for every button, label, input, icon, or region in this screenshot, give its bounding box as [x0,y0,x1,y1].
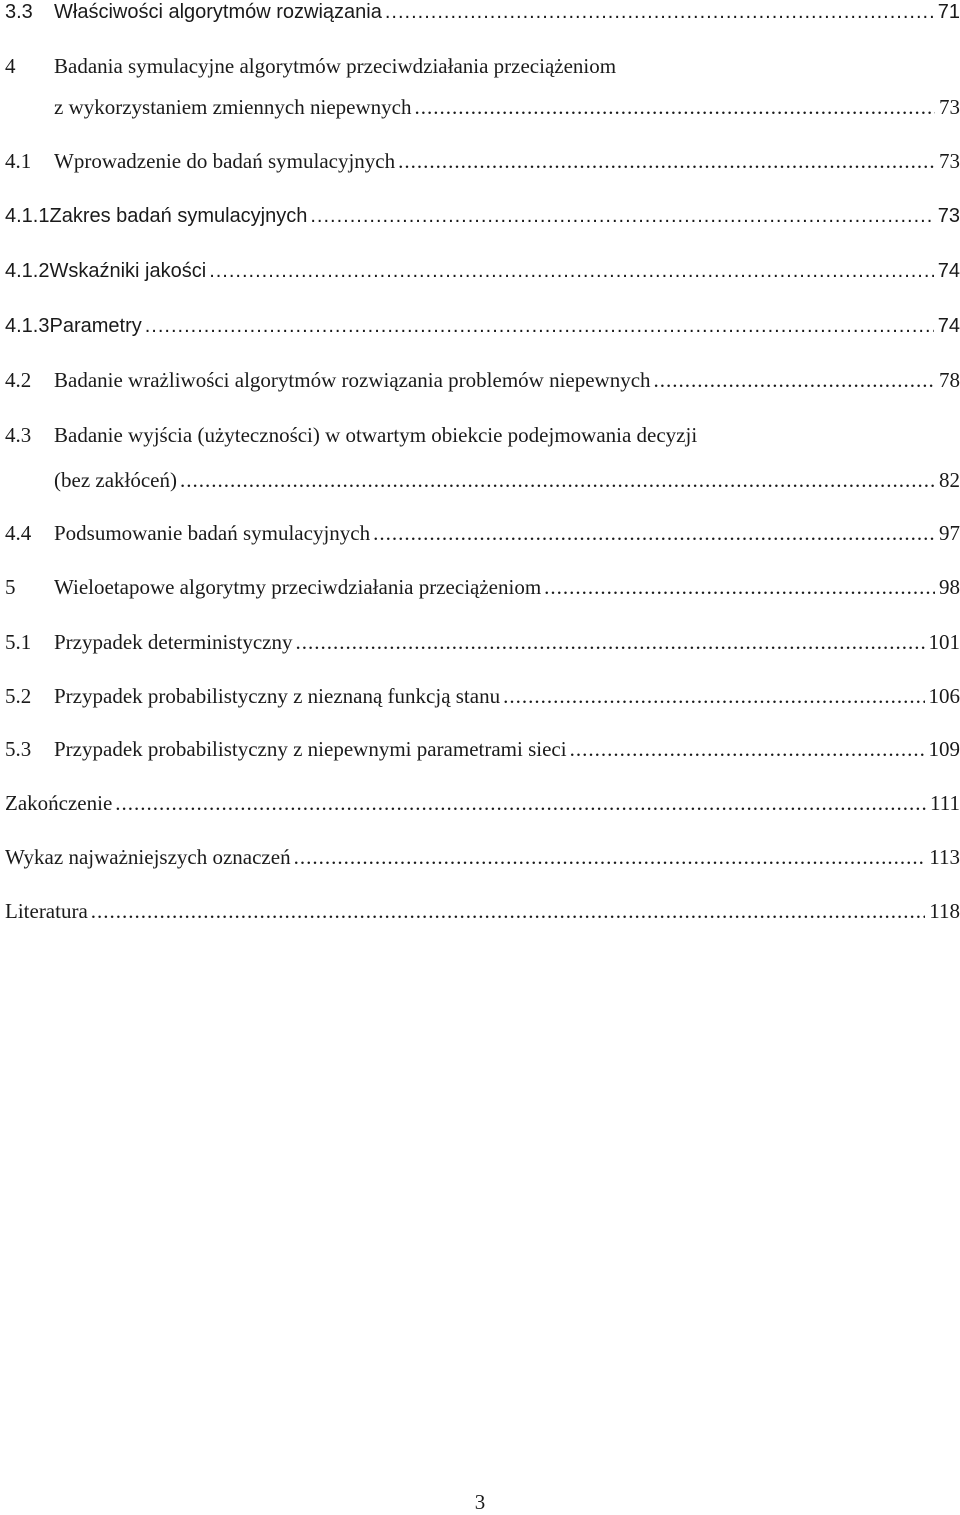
toc-entry-page: 101 [928,630,960,654]
toc-dot-leader [91,896,925,926]
toc-dot-leader [414,92,935,122]
toc-entry-4-1[interactable] [5,146,960,176]
toc-entry-5-1[interactable] [5,627,960,657]
toc-entry-number: 4.1 [5,149,32,173]
toc-entry-3-3[interactable] [5,0,960,27]
toc-dot-leader [180,465,935,495]
toc-dot-leader [544,572,935,602]
toc-entry-4-2[interactable] [5,365,960,395]
toc-dot-leader [145,311,934,341]
toc-entry-page: 118 [929,899,960,923]
toc-entry-number: 4.3 [5,423,32,447]
toc-entry-title: Przypadek probabilistyczny z nieznaną funkcją stanu [54,684,501,708]
toc-dot-leader [654,365,935,395]
toc-entry-title: Wprowadzenie do badań symulacyjnych [54,149,396,173]
toc-entry-page: 98 [939,575,960,599]
toc-entry-title: Badania symulacyjne algorytmów przeciwdziałania przeciążeniom [54,54,617,78]
toc-entry-title: Wieloetapowe algorytmy przeciwdziałania przeciążeniom [54,575,542,599]
toc-entry-page: 73 [939,95,960,119]
toc-dot-leader [398,146,935,176]
toc-entry-number: 5 [5,575,16,599]
toc-entry-zakonczenie[interactable] [5,788,960,818]
toc-entry-title: Badanie wyjścia (użyteczności) w otwartym obiekcie podejmowania decyzji [54,423,698,447]
toc-entry-4-continuation[interactable] [5,92,960,122]
toc-entry-title: Literatura [5,899,88,923]
toc-entry-number: 4.4 [5,521,32,545]
toc-dot-leader [310,201,933,231]
toc-dot-leader [294,842,926,872]
toc-entry-5-2[interactable] [5,681,960,711]
toc-entry-title: Zakres badań symulacyjnych [49,205,308,227]
toc-entry-4-4[interactable] [5,518,960,548]
toc-entry-number: 5.1 [5,630,32,654]
toc-entry-number: 5.2 [5,684,32,708]
toc-entry-4[interactable] [5,51,960,81]
toc-entry-page: 71 [937,1,960,23]
toc-entry-page: 106 [928,684,960,708]
toc-entry-4-3-continuation[interactable] [5,465,960,495]
toc-dot-leader [503,681,924,711]
toc-entry-page: 73 [939,149,960,173]
toc-entry-title: Parametry [49,315,142,337]
page-number: 3 [474,1490,486,1514]
toc-entry-4-1-3[interactable] [5,311,960,341]
toc-dot-leader [385,0,934,27]
toc-entry-title: Właściwości algorytmów rozwiązania [54,1,382,23]
toc-entry-4-3[interactable] [5,420,960,450]
toc-entry-title: Badanie wrażliwości algorytmów rozwiązania problemów niepewnych [54,368,651,392]
toc-dot-leader [296,627,925,657]
toc-dot-leader [209,256,934,286]
toc-entry-title: Wskaźniki jakości [49,260,207,282]
toc-entry-title: Przypadek deterministyczny [54,630,293,654]
toc-entry-4-1-2[interactable] [5,256,960,286]
toc-entry-page: 74 [937,260,960,282]
toc-entry-number: 4.1.2 [5,260,50,282]
toc-entry-literatura[interactable] [5,896,960,926]
toc-entry-page: 109 [928,737,960,761]
toc-entry-page: 82 [939,468,960,492]
toc-entry-number: 5.3 [5,737,32,761]
toc-entry-page: 73 [937,205,960,227]
toc-entry-4-1-1[interactable] [5,201,960,231]
toc-entry-number: 4.1.1 [5,205,50,227]
toc-dot-leader [570,734,925,764]
toc-entry-5[interactable] [5,572,960,602]
toc-entry-5-3[interactable] [5,734,960,764]
toc-entry-page: 74 [937,315,960,337]
toc-entry-number: 4.2 [5,368,32,392]
toc-entry-number: 4 [5,54,16,78]
toc-entry-title-continuation: z wykorzystaniem zmiennych niepewnych [54,95,412,119]
toc-dot-leader [115,788,926,818]
toc-entry-page: 78 [939,368,960,392]
toc-entry-title: Przypadek probabilistyczny z niepewnymi parametrami sieci [54,737,567,761]
toc-entry-page: 111 [930,791,960,815]
toc-entry-wykaz-oznaczen[interactable] [5,842,960,872]
toc-dot-leader [373,518,935,548]
toc-entry-title: Podsumowanie badań symulacyjnych [54,521,371,545]
toc-entry-title-continuation: (bez zakłóceń) [54,468,177,492]
toc-entry-page: 113 [929,845,960,869]
toc-entry-title: Wykaz najważniejszych oznaczeń [5,845,291,869]
toc-entry-number: 3.3 [5,1,33,23]
toc-entry-number: 4.1.3 [5,315,50,337]
toc-entry-page: 97 [939,521,960,545]
toc-entry-title: Zakończenie [5,791,113,815]
